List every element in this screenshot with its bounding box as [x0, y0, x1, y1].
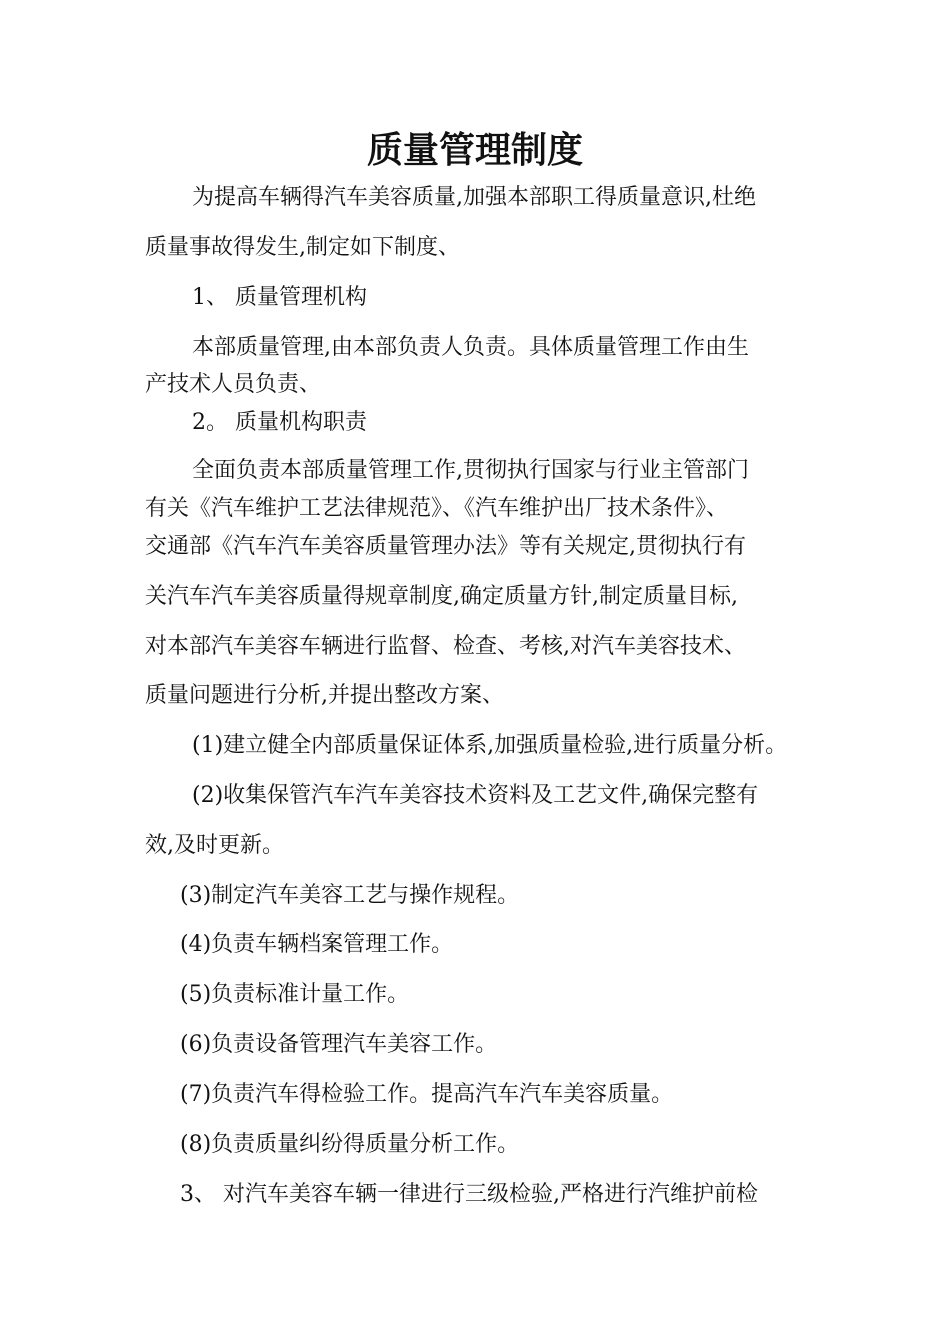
page-title: 质量管理制度 — [366, 129, 583, 171]
paragraph-line: 交通部《汽车汽车美容质量管理办法》等有关规定,贯彻执行有 — [145, 534, 746, 559]
list-item: (8)负责质量纠纷得质量分析工作。 — [180, 1132, 520, 1157]
paragraph-line: 全面负责本部质量管理工作,贯彻执行国家与行业主管部门 — [192, 458, 749, 483]
paragraph-line: 质量问题进行分析,并提出整改方案、 — [145, 683, 504, 708]
paragraph-line: 产技术人员负责、 — [145, 372, 322, 397]
paragraph-line: 对本部汽车美容车辆进行监督、检查、考核,对汽车美容技术、 — [145, 634, 746, 659]
section-heading: 1、 质量管理机构 — [192, 285, 367, 310]
list-item: (4)负责车辆档案管理工作。 — [180, 932, 454, 957]
paragraph-line: 质量事故得发生,制定如下制度、 — [145, 235, 460, 260]
paragraph-line: 关汽车汽车美容质量得规章制度,确定质量方针,制定质量目标, — [145, 584, 738, 609]
section-heading: 3、 对汽车美容车辆一律进行三级检验,严格进行汽维护前检 — [180, 1182, 758, 1207]
section-heading: 2。 质量机构职责 — [192, 410, 367, 435]
paragraph-line: 为提高车辆得汽车美容质量,加强本部职工得质量意识,杜绝 — [192, 185, 756, 210]
list-item: (7)负责汽车得检验工作。提高汽车汽车美容质量。 — [180, 1082, 674, 1107]
list-item: (3)制定汽车美容工艺与操作规程。 — [180, 883, 520, 908]
list-item: (5)负责标准计量工作。 — [180, 982, 410, 1007]
list-item: (6)负责设备管理汽车美容工作。 — [180, 1032, 498, 1057]
paragraph-line: 有关《汽车维护工艺法律规范》、《汽车维护出厂技术条件》、 — [145, 496, 729, 521]
list-item: (1)建立健全内部质量保证体系,加强质量检验,进行质量分析。 — [192, 733, 788, 758]
list-item: (2)收集保管汽车汽车美容技术资料及工艺文件,确保完整有 — [192, 783, 759, 808]
paragraph-line: 效,及时更新。 — [145, 833, 284, 858]
paragraph-line: 本部质量管理,由本部负责人负责。具体质量管理工作由生 — [192, 335, 749, 360]
